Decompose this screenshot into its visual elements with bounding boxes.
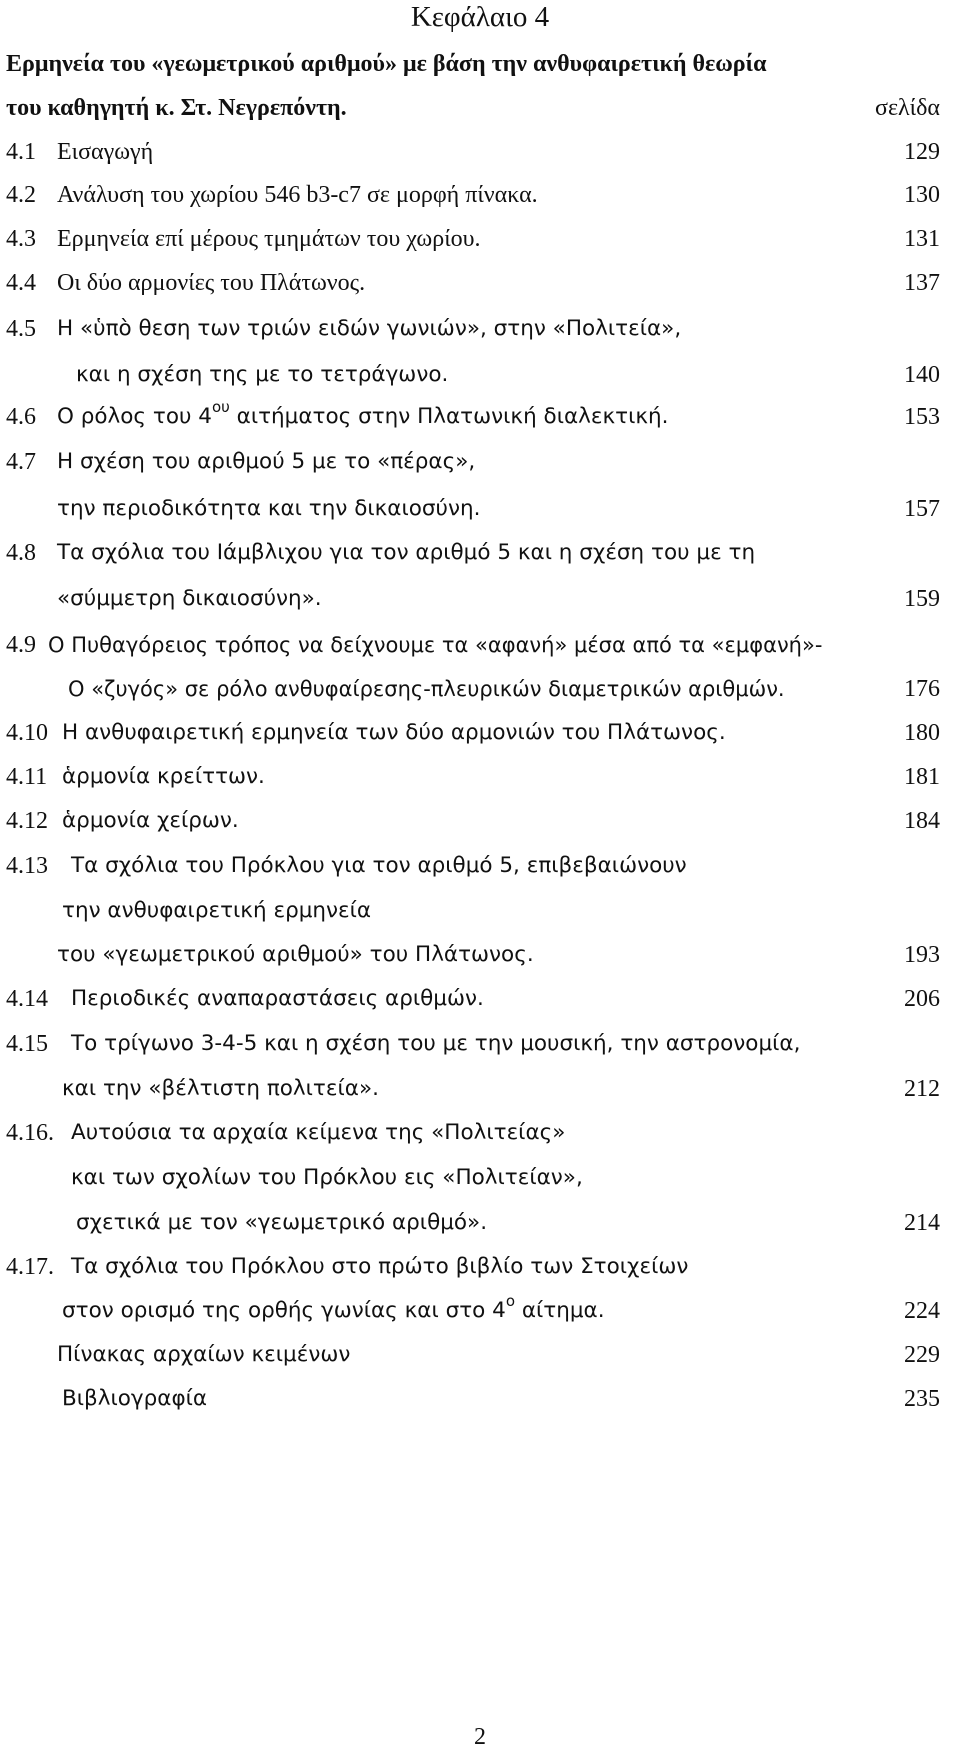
toc-entry [0,1029,960,1059]
toc-title: Αυτούσια τα αρχαία κείμενα της «Πολιτείας» [71,1120,566,1145]
toc-title: Βιβλιογραφία [62,1386,208,1411]
toc-number: 4.10 [6,720,48,746]
toc-entry-continuation [0,494,960,524]
toc-number: 4.2 [6,182,36,208]
toc-page: 193 [904,942,940,968]
chapter-heading-line-2: του καθηγητή κ. Στ. Νεγρεπόντη. [6,95,347,121]
toc-entry-continuation [0,1163,960,1193]
toc-page: 137 [904,270,940,296]
superscript: ου [211,397,230,416]
page-column-label: σελίδα [875,95,940,121]
toc-entry [0,762,960,792]
toc-entry-continuation [0,1208,960,1238]
toc-number: 4.6 [6,404,36,430]
toc-page: 235 [904,1386,940,1412]
toc-title: ἁρμονία κρείττων. [62,764,265,789]
toc-entry [0,314,960,344]
toc-entry [0,984,960,1014]
toc-page: 159 [904,586,940,612]
toc-title: του «γεωμετρικού αριθμού» του Πλάτωνος. [57,942,534,967]
toc-title: Ο ρόλος του $4^{o\upsilon}$ αιτήματος στην Πλατωνική διαλεκτική. [57,397,669,429]
toc-title: Η ανθυφαιρετική ερμηνεία των δύο αρμονιών του Πλάτωνος. [62,720,726,745]
toc-entry-continuation [0,896,960,926]
toc-entry [0,137,960,167]
toc-entry [0,1118,960,1148]
toc-title: Εισαγωγή [57,139,154,165]
toc-page: 214 [904,1210,940,1236]
toc-title: σχετικά με τον «γεωμετρικό αριθμό». [76,1210,488,1235]
chapter-heading-line-1: Ερμηνεία του «γεωμετρικού αριθμού» με βάση την ανθυφαιρετική θεωρία [6,51,767,77]
toc-entry-continuation [0,674,960,704]
toc-page: 206 [904,986,940,1012]
toc-entry [0,630,960,660]
toc-entry [0,538,960,568]
toc-title: την ανθυφαιρετική ερμηνεία [62,898,372,923]
toc-page: 229 [904,1342,940,1368]
toc-page: 184 [904,808,940,834]
toc-number: 4.5 [6,316,36,342]
toc-number: 4.11 [6,764,48,790]
toc-number: 4.16. [6,1120,54,1146]
toc-number: 4.17. [6,1254,54,1280]
toc-entry [0,718,960,748]
toc-entry [0,1340,960,1370]
toc-title: Ανάλυση του χωρίου 546 b3-c7 σε μορφή πίνακα. [57,182,538,208]
toc-page: 224 [904,1298,940,1324]
toc-number: 4.12 [6,808,48,834]
toc-title: Τα σχόλια του Ιάμβλιχου για τον αριθμό 5 και η σχέση του με τη [57,540,756,565]
superscript: ο [505,1291,516,1310]
toc-page: 157 [904,496,940,522]
toc-page: 130 [904,182,940,208]
toc-title: Η «ὑπὸ θεση των τριών ειδών γωνιών», στην «Πολιτεία», [57,316,682,341]
toc-entry-continuation [0,1291,960,1326]
toc-number: 4.4 [6,270,36,296]
toc-title: και η σχέση της με το τετράγωνο. [76,362,449,387]
footer-page-number: 2 [474,1724,486,1750]
toc-page: 181 [904,764,940,790]
toc-page: 180 [904,720,940,746]
toc-entry [0,268,960,298]
toc-title: Η σχέση του αριθμού 5 με το «πέρας», [57,449,476,474]
toc-title: στον ορισμό της ορθής γωνίας και στο $4^o$ αίτημα. [62,1291,605,1323]
toc-title: Ο «ζυγός» σε ρόλο ανθυφαίρεσης-πλευρικών διαμετρικών αριθμών. [68,677,785,701]
toc-page: 140 [904,362,940,388]
toc-title: Τα σχόλια του Πρόκλου για τον αριθμό 5, επιβεβαιώνουν [71,853,687,878]
toc-number: 4.8 [6,540,36,566]
toc-title: Πίνακας αρχαίων κειμένων [57,1342,351,1367]
toc-title: την περιοδικότητα και την δικαιοσύνη. [57,496,481,521]
toc-title: και την «βέλτιστη πολιτεία». [62,1076,379,1101]
toc-entry [0,1252,960,1282]
toc-title: Οι δύο αρμονίες του Πλάτωνος. [57,270,366,296]
toc-number: 4.15 [6,1031,48,1057]
toc-number: 4.14 [6,986,48,1012]
toc-entry [0,447,960,477]
toc-number: 4.3 [6,226,36,252]
toc-page: 131 [904,226,940,252]
toc-title: Τα σχόλια του Πρόκλου στο πρώτο βιβλίο των Στοιχείων [71,1254,689,1279]
toc-entry [0,224,960,254]
toc-title: Το τρίγωνο 3-4-5 και η σχέση του με την μουσική, την αστρονομία, [71,1031,801,1056]
toc-entry-continuation [0,584,960,614]
toc-page: 212 [904,1076,940,1102]
toc-entry [0,1384,960,1414]
toc-page: 176 [904,676,940,702]
toc-page: 153 [904,404,940,430]
toc-number: 4.9 [6,632,36,658]
toc-entry [0,851,960,881]
toc-title: Ο Πυθαγόρειος τρόπος να δείχνουμε τα «αφανή» μέσα από τα «εμφανή»- [48,633,823,657]
toc-title: ἁρμονία χείρων. [62,808,239,833]
toc-title: και των σχολίων του Πρόκλου εις «Πολιτείαν», [71,1165,583,1190]
toc-entry [0,180,960,210]
toc-entry-continuation [0,1074,960,1104]
toc-number: 4.7 [6,449,36,475]
toc-entry-continuation [0,360,960,390]
toc-page: 129 [904,139,940,165]
toc-number: 4.1 [6,139,36,165]
toc-entry-continuation [0,940,960,970]
toc-entry [0,806,960,836]
toc-title: Ερμηνεία επί μέρους τμημάτων του χωρίου. [57,226,481,252]
toc-title: «σύμμετρη δικαιοσύνη». [57,586,322,611]
toc-number: 4.13 [6,853,48,879]
chapter-title: Κεφάλαιο 4 [410,1,550,33]
toc-entry [0,397,960,432]
toc-title: Περιοδικές αναπαραστάσεις αριθμών. [71,986,484,1011]
